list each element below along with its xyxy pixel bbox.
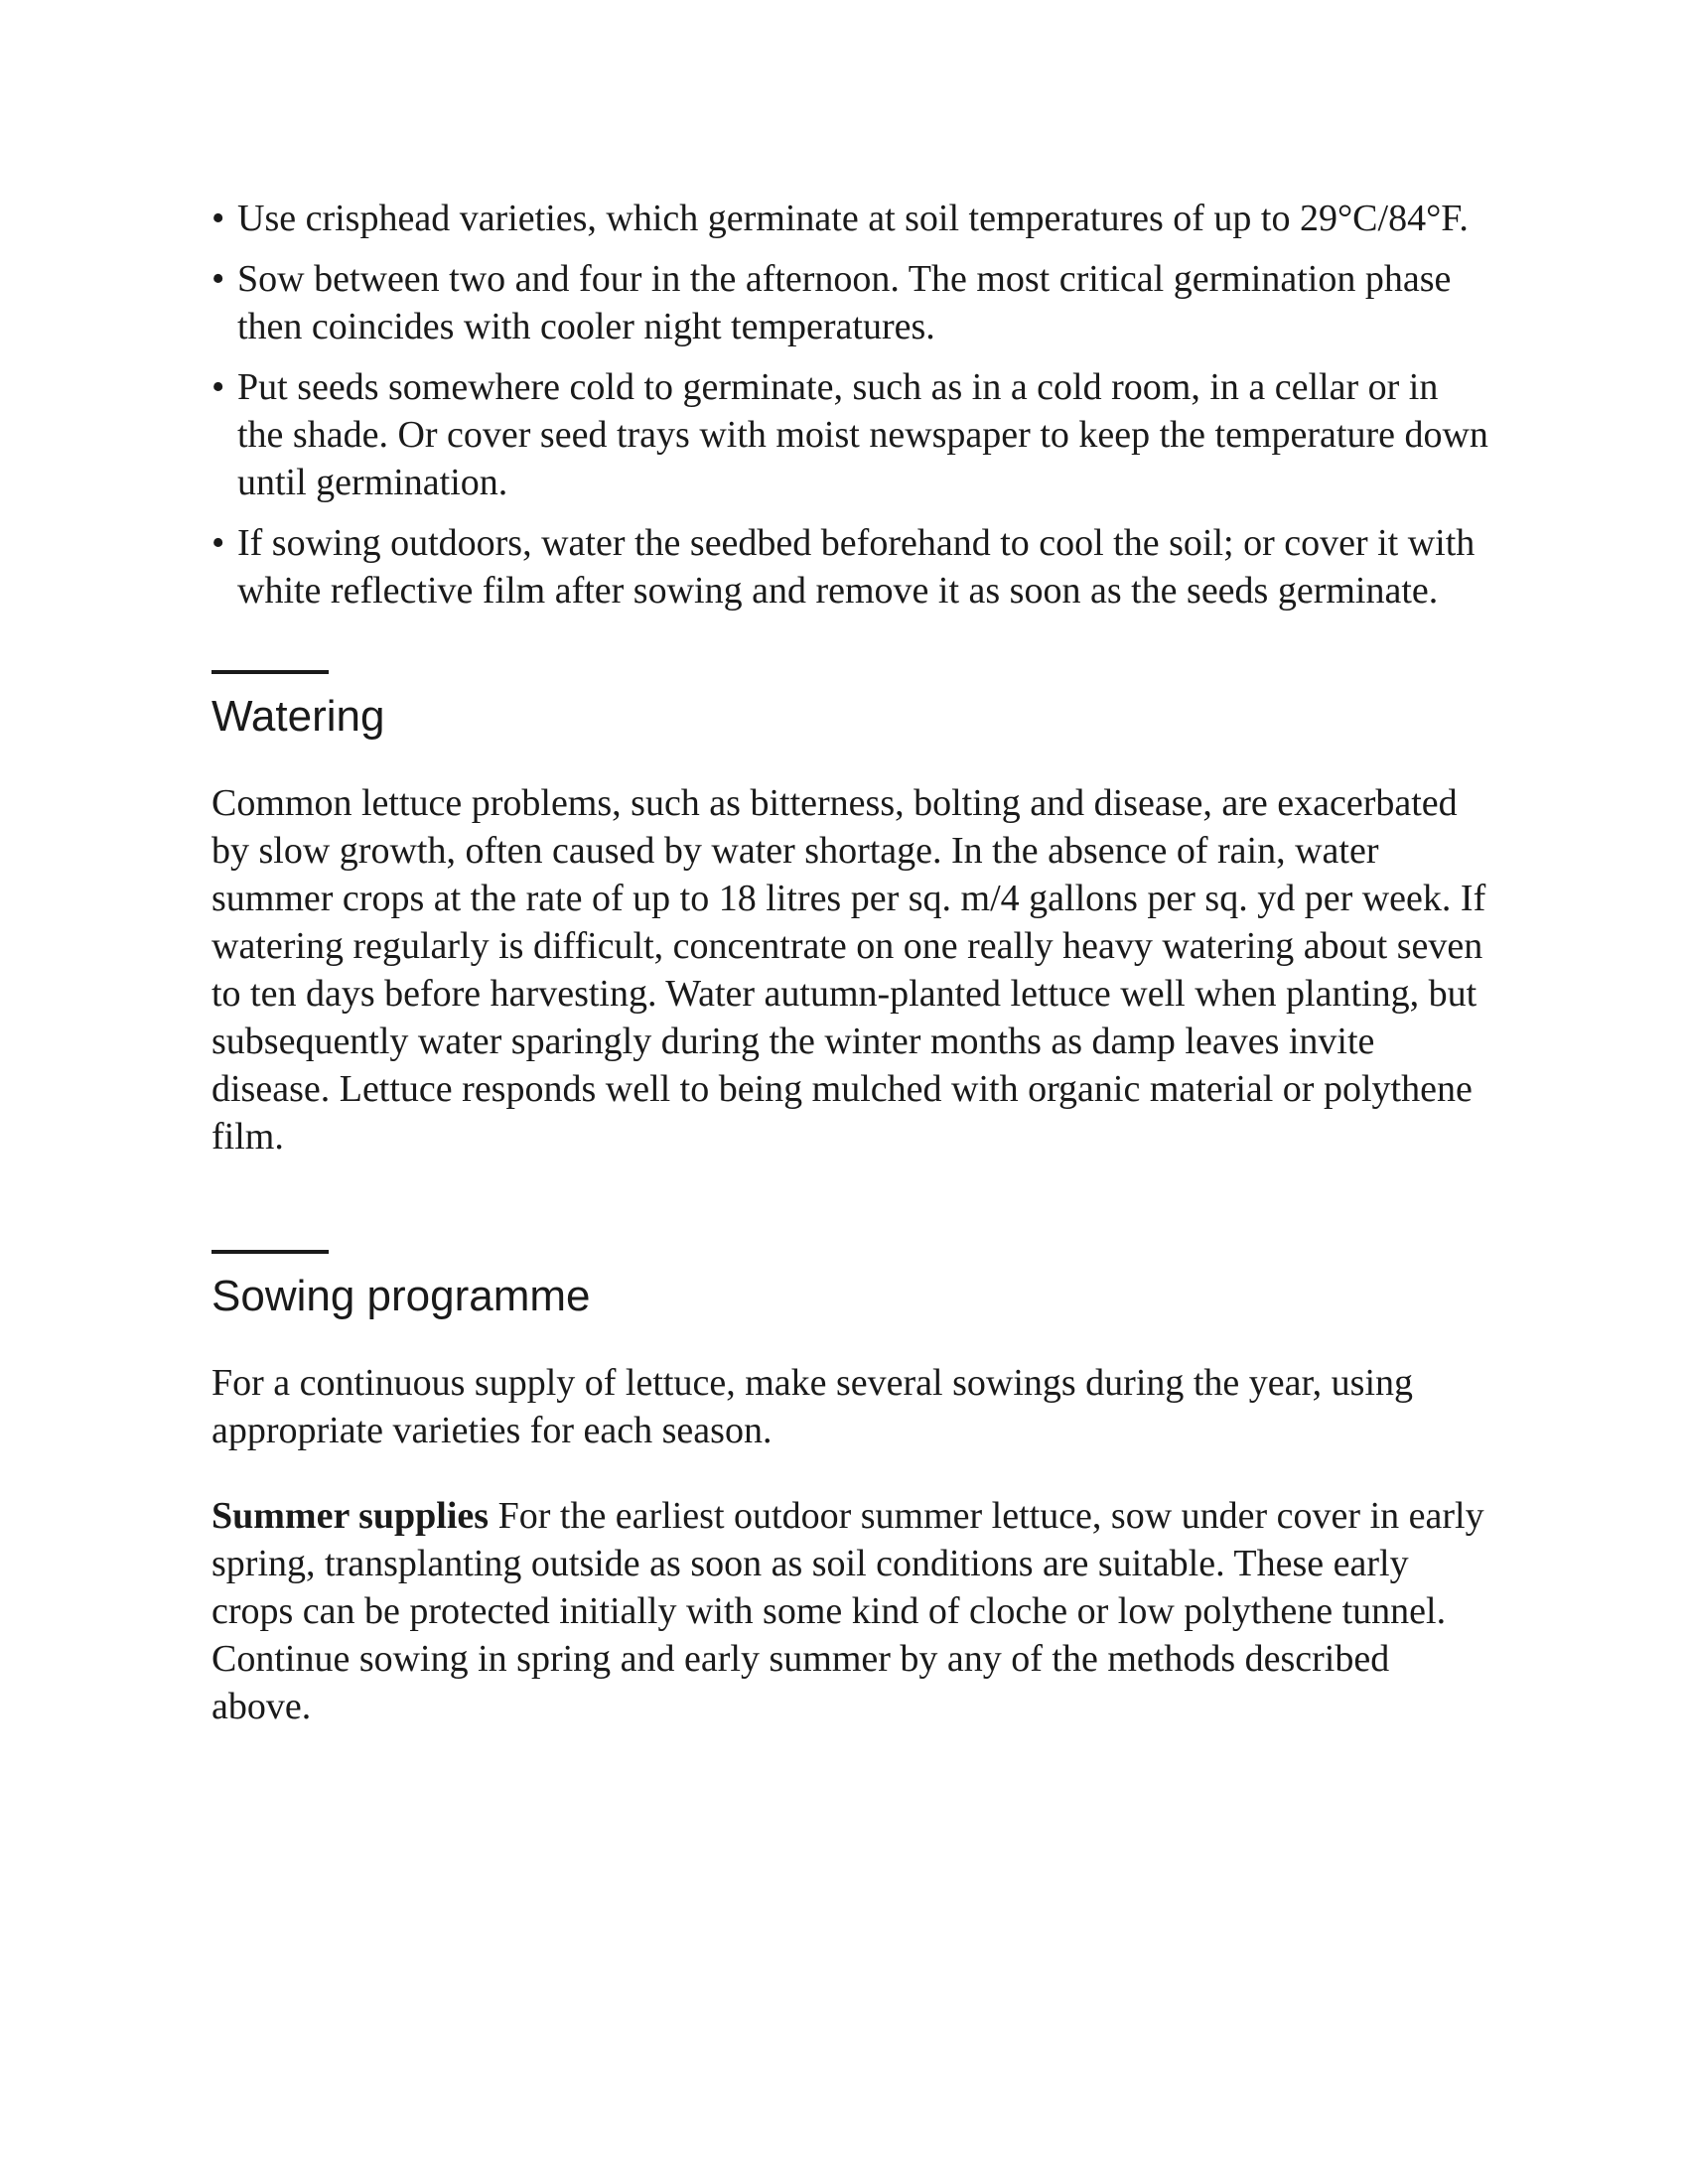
tips-list (211, 195, 1492, 614)
list-item (211, 195, 1492, 242)
summer-supplies-paragraph (211, 1492, 1492, 1730)
bullet-marker: • (211, 522, 225, 564)
section-heading-sowing: Sowing programme (211, 1272, 591, 1320)
section-divider (211, 1250, 329, 1254)
section-heading-watering: Watering (211, 692, 385, 741)
watering-paragraph: Common lettuce problems, such as bitterness, bolting and disease, are exacerbated by slow growth, often caused by water shortage. In the absence of rain, water summer crops at the rate of up to 18 litres per sq. m/4 gallons per sq. yd per week. If watering regularly is difficult, concentrate on one really heavy watering about seven to ten days before harvesting. Water autumn-planted lettuce well when planting, but subsequently water sparingly during the winter months as damp leaves invite disease. Lettuce responds well to being mulched with organic material or polythene film. (211, 782, 1486, 1158)
section-divider (211, 670, 329, 674)
sowing-intro-paragraph: For a continuous supply of lettuce, make several sowings during the year, using appropriate varieties for each season. (211, 1362, 1414, 1451)
summer-supplies-label: Summer supplies (211, 1495, 490, 1537)
list-item (211, 363, 1492, 506)
page-content (211, 195, 1492, 1730)
bullet-marker: • (211, 198, 225, 239)
list-item-text: If sowing outdoors, water the seedbed beforehand to cool the soil; or cover it with white reflective film after sowing and remove it as soon as the seeds germinate. (237, 522, 1476, 612)
summer-supplies-text: For the earliest outdoor summer lettuce, sow under cover in early spring, transplanting outside as soon as soil conditions are suitable. These early crops can be protected initially with some kind of cloche or low polythene tunnel. Continue sowing in spring and early summer by any of the methods described above. (211, 1495, 1484, 1727)
sowing-section (211, 1250, 1492, 1730)
bullet-marker: • (211, 258, 225, 300)
watering-section (211, 670, 1492, 1160)
list-item (211, 255, 1492, 350)
list-item-text: Use crisphead varieties, which germinate at soil temperatures of up to 29°C/84°F. (237, 198, 1469, 239)
list-item-text: Sow between two and four in the afternoon. The most critical germination phase then coincides with cooler night temperatures. (237, 258, 1452, 347)
bullet-marker: • (211, 366, 225, 408)
list-item (211, 519, 1492, 614)
list-item-text: Put seeds somewhere cold to germinate, such as in a cold room, in a cellar or in the shade. Or cover seed trays with moist newspaper to keep the temperature down until germination. (237, 366, 1488, 503)
